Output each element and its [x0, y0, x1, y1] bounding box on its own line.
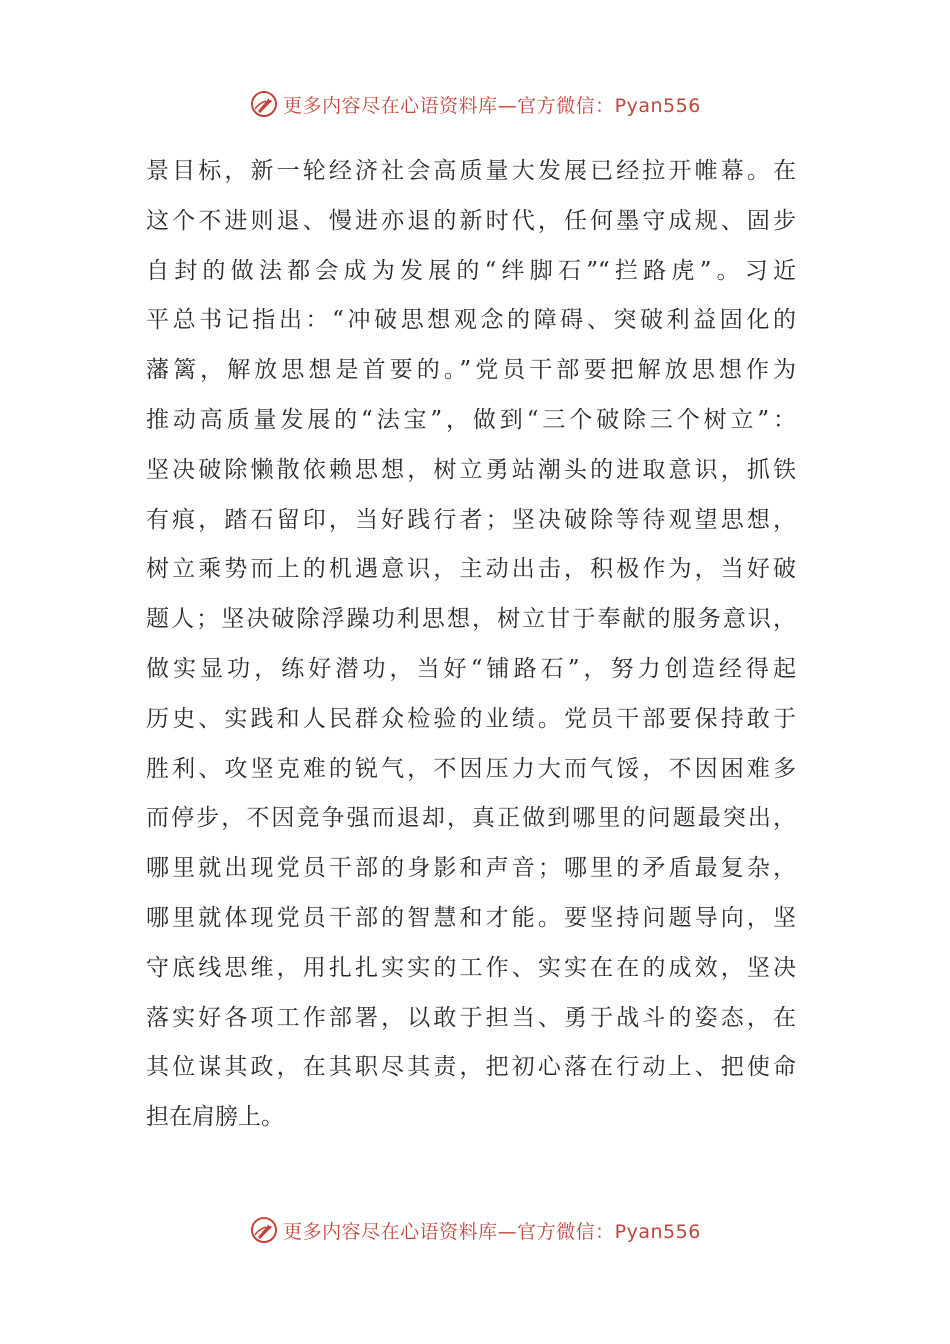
- pen-nib-logo-icon: [249, 89, 279, 119]
- body-line: 树立乘势而上的机遇意识，主动出击，积极作为，当好破: [146, 556, 796, 583]
- body-line: 景目标，新一轮经济社会高质量大发展已经拉开帷幕。在: [146, 158, 796, 184]
- body-line: 坚决破除懒散依赖思想，树立勇站潮头的进取意识，抓铁: [146, 456, 796, 483]
- body-line: 而停步，不因竞争强而退却，真正做到哪里的问题最突出，: [146, 805, 796, 832]
- body-line: 其位谋其政，在其职尽其责，把初心落在行动上、把使命: [146, 1054, 796, 1081]
- body-line: 做实显功，练好潜功，当好“铺路石”，努力创造经得起: [146, 655, 796, 682]
- body-line: 担在肩膀上。: [146, 1104, 284, 1131]
- body-line: 守底线思维，用扎扎实实的工作、实实在在的成效，坚决: [146, 954, 796, 981]
- body-line: 平总书记指出：“冲破思想观念的障碍、突破利益固化的: [146, 307, 796, 334]
- footer-banner-text: 更多内容尽在心语资料库—官方微信：Pyan556: [283, 1220, 701, 1243]
- body-line: 哪里就出现党员干部的身影和声音；哪里的矛盾最复杂，: [146, 855, 796, 882]
- body-line: 推动高质量发展的“法宝”，做到“三个破除三个树立”：: [146, 406, 796, 433]
- body-line: 有痕，踏石留印，当好践行者；坚决破除等待观望思想，: [146, 506, 796, 533]
- body-line: 自封的做法都会成为发展的“绊脚石”“拦路虎”。习近: [146, 257, 796, 284]
- document-body: [146, 147, 796, 1143]
- pen-nib-logo-icon: [249, 1215, 279, 1245]
- footer-banner: [0, 1212, 950, 1248]
- body-line: 这个不进则退、慢进亦退的新时代，任何墨守成规、固步: [146, 207, 796, 234]
- body-line: 落实好各项工作部署，以敢于担当、勇于战斗的姿态，在: [146, 1004, 796, 1031]
- header-banner: [0, 86, 950, 122]
- body-line: 哪里就体现党员干部的智慧和才能。要坚持问题导向，坚: [146, 904, 796, 931]
- body-line: 胜利、攻坚克难的锐气，不因压力大而气馁，不因困难多: [146, 755, 796, 782]
- header-banner-text: 更多内容尽在心语资料库—官方微信：Pyan556: [283, 94, 701, 117]
- body-line: 历史、实践和人民群众检验的业绩。党员干部要保持敢于: [146, 705, 796, 732]
- body-line: 藩篱，解放思想是首要的。”党员干部要把解放思想作为: [146, 357, 796, 384]
- body-line: 题人；坚决破除浮躁功利思想，树立甘于奉献的服务意识，: [146, 606, 796, 633]
